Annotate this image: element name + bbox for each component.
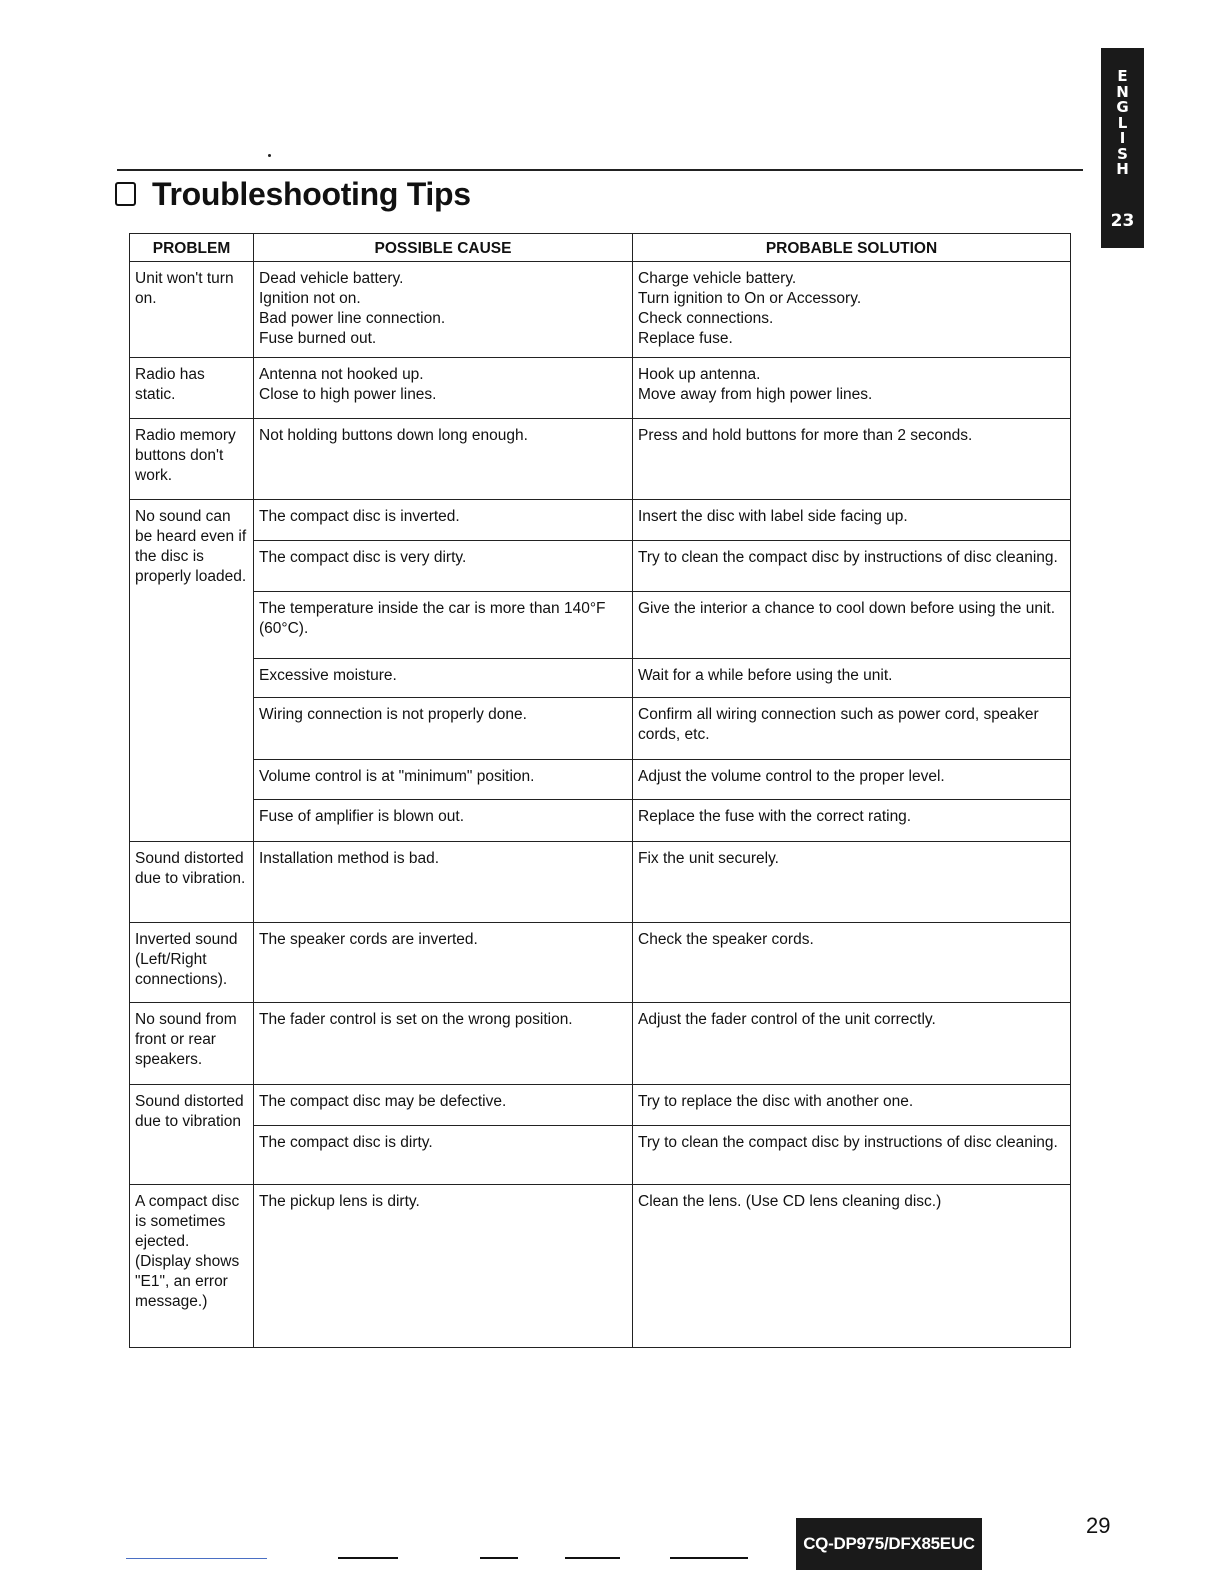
footer-rule [338,1557,398,1559]
footer-rule [480,1557,518,1559]
table-row [130,800,1071,842]
table-row [130,541,1071,592]
problem-cell [130,1085,254,1185]
cell-text-line: Move away from high power lines. [638,386,873,403]
cell-text-line: Volume control is at "minimum" position. [259,768,535,785]
table-row [130,698,1071,760]
table-row [130,419,1071,500]
cell-text-line: Check connections. [638,310,774,327]
solution-cell [633,842,1071,923]
table-row [130,1085,1071,1126]
problem-cell [130,262,254,358]
language-tab [1101,48,1144,248]
cell-text-line: Fix the unit securely. [638,850,779,867]
cell-text-line: Turn ignition to On or Accessory. [638,290,862,307]
table-row [130,358,1071,419]
problem-cell [130,923,254,1003]
solution-cell [633,358,1071,419]
solution-cell [633,1126,1071,1185]
cell-text-line: The speaker cords are inverted. [259,931,478,948]
cell-text-line: Bad power line connection. [259,310,446,327]
solution-cell [633,698,1071,760]
solution-cell [633,262,1071,358]
solution-cell [633,500,1071,541]
stray-dot [268,154,271,157]
table-row [130,1003,1071,1085]
problem-cell [130,1003,254,1085]
cause-cell [254,800,633,842]
problem-cell [130,419,254,500]
cause-cell [254,698,633,760]
cause-cell [254,1003,633,1085]
cell-text-line: Dead vehicle battery. [259,270,404,287]
cell-text-line: Replace fuse. [638,330,733,347]
problem-text: No sound can be heard even if the disc is properly loaded. [135,508,247,585]
cell-text-line: Fuse of amplifier is blown out. [259,808,465,825]
language-letter: G [1116,98,1129,116]
cell-text-line: The pickup lens is dirty. [259,1193,420,1210]
language-letter: H [1116,160,1129,178]
page-number: 29 [1086,1513,1111,1538]
problem-text: Inverted sound (Left/Right connections). [135,931,238,988]
solution-cell [633,1085,1071,1126]
column-header-cause: POSSIBLE CAUSE [254,234,633,262]
cell-text-line: Wiring connection is not properly done. [259,706,527,723]
cell-text-line: Clean the lens. (Use CD lens cleaning disc.) [638,1193,942,1210]
cause-cell [254,541,633,592]
section-heading [115,172,471,216]
problem-cell [130,842,254,923]
cell-text-line: Give the interior a chance to cool down before using the unit. [638,600,1056,617]
page-title: Troubleshooting Tips [152,175,471,212]
column-header-solution: PROBABLE SOLUTION [633,234,1071,262]
solution-cell [633,1185,1071,1348]
language-letter: I [1119,129,1126,147]
cell-text-line: Hook up antenna. [638,366,761,383]
table-row [130,842,1071,923]
solution-cell [633,659,1071,698]
model-number-badge: CQ-DP975/DFX85EUC [796,1518,982,1570]
table-row [130,592,1071,659]
language-letter: E [1117,67,1128,85]
problem-text: Radio memory buttons don't work. [135,427,236,484]
cell-text-line: Close to high power lines. [259,386,437,403]
problem-text: A compact disc is sometimes ejected. (Display shows "E1", an error message.) [135,1193,240,1310]
solution-cell [633,923,1071,1003]
problem-cell [130,358,254,419]
table-row [130,659,1071,698]
cause-cell [254,659,633,698]
cell-text-line: Confirm all wiring connection such as power cord, speaker cords, etc. [638,706,1039,743]
troubleshooting-table [129,233,1071,1348]
cell-text-line: Adjust the volume control to the proper level. [638,768,945,785]
cell-text-line: Try to clean the compact disc by instructions of disc cleaning. [638,1134,1058,1151]
cell-text-line: The compact disc is inverted. [259,508,460,525]
table-row [130,1185,1071,1348]
cause-cell [254,760,633,800]
table-body [130,262,1071,1348]
solution-cell [633,800,1071,842]
section-number: 23 [1110,211,1135,231]
language-letter: N [1116,82,1129,101]
cell-text-line: Try to clean the compact disc by instructions of disc cleaning. [638,549,1058,566]
cause-cell [254,842,633,923]
header-rule [117,169,1083,171]
solution-cell [633,592,1071,659]
table-row [130,923,1071,1003]
table-row [130,262,1071,358]
cell-text-line: Fuse burned out. [259,330,377,347]
table-row [130,1126,1071,1185]
cell-text-line: Press and hold buttons for more than 2 seconds. [638,427,973,444]
cell-text-line: The compact disc may be defective. [259,1093,507,1110]
cell-text-line: The fader control is set on the wrong position. [259,1011,573,1028]
cause-cell [254,1126,633,1185]
table-row [130,760,1071,800]
cell-text-line: The temperature inside the car is more than 140°F (60°C). [259,600,606,637]
cell-text-line: Ignition not on. [259,290,361,307]
problem-text: Radio has static. [135,366,205,403]
language-letter: S [1117,144,1128,163]
footer-rule [126,1558,267,1559]
problem-text: No sound from front or rear speakers. [135,1011,237,1068]
problem-text: Sound distorted due to vibration. [135,850,246,887]
table-row [130,500,1071,541]
problem-text: Unit won't turn on. [135,270,234,307]
cell-text-line: The compact disc is dirty. [259,1134,433,1151]
problem-text: Sound distorted due to vibration [135,1093,244,1130]
footer-rule [670,1557,748,1559]
cell-text-line: Antenna not hooked up. [259,366,424,383]
checkbox-square-icon [115,182,136,206]
problem-cell [130,1185,254,1348]
footer-rule [565,1557,620,1559]
cell-text-line: Check the speaker cords. [638,931,814,948]
cell-text-line: Try to replace the disc with another one. [638,1093,914,1110]
solution-cell [633,760,1071,800]
cell-text-line: Excessive moisture. [259,667,397,684]
cell-text-line: Charge vehicle battery. [638,270,797,287]
cause-cell [254,923,633,1003]
cell-text-line: Replace the fuse with the correct rating. [638,808,912,825]
cell-text-line: Wait for a while before using the unit. [638,667,893,684]
cell-text-line: The compact disc is very dirty. [259,549,467,566]
solution-cell [633,541,1071,592]
cause-cell [254,262,633,358]
solution-cell [633,419,1071,500]
cause-cell [254,419,633,500]
problem-cell [130,500,254,842]
language-letter: L [1117,113,1128,132]
cell-text-line: Adjust the fader control of the unit correctly. [638,1011,936,1028]
solution-cell [633,1003,1071,1085]
cell-text-line: Insert the disc with label side facing up. [638,508,908,525]
cell-text-line: Not holding buttons down long enough. [259,427,528,444]
cause-cell [254,1185,633,1348]
language-tab-letters [1101,48,1144,178]
table-header-row [130,234,1071,262]
cell-text-line: Installation method is bad. [259,850,440,867]
cause-cell [254,358,633,419]
cause-cell [254,1085,633,1126]
cause-cell [254,592,633,659]
column-header-problem: PROBLEM [130,234,254,262]
cause-cell [254,500,633,541]
